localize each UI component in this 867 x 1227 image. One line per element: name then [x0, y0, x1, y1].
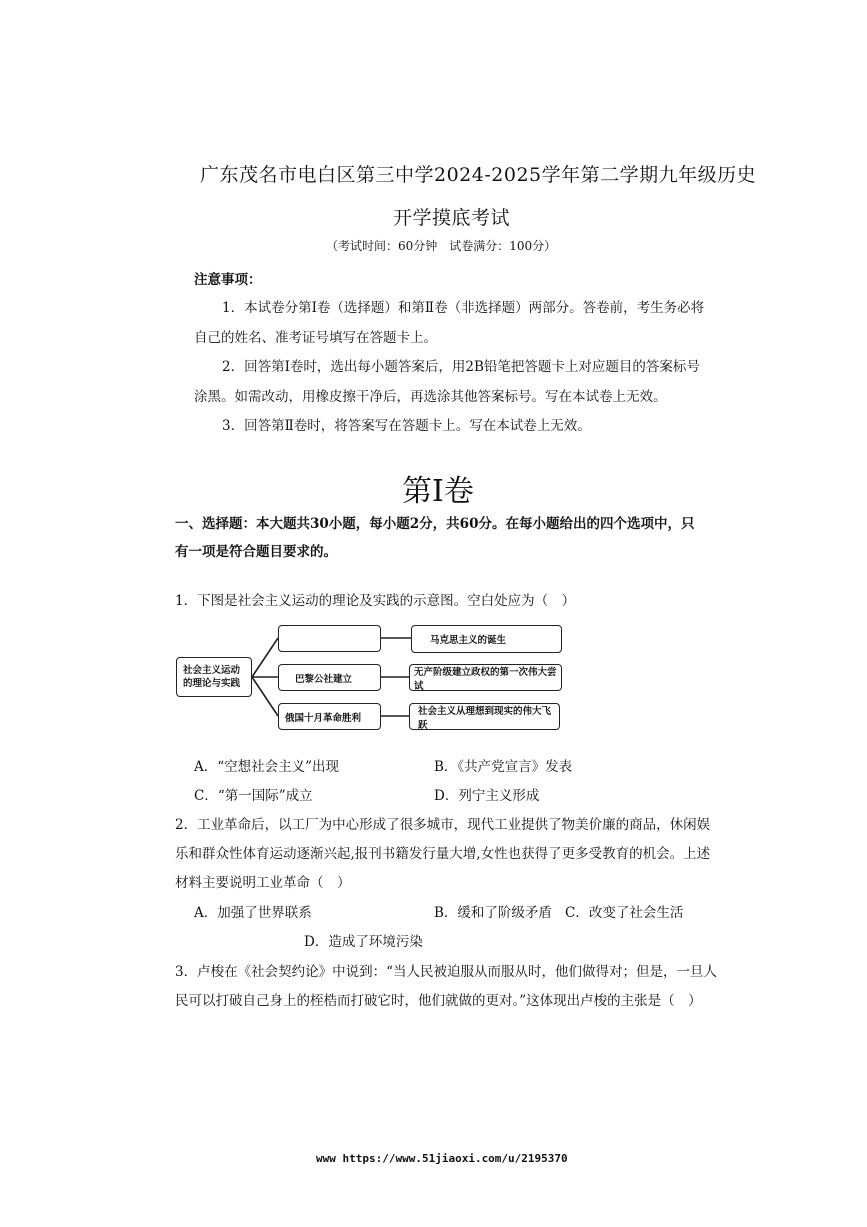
diagram-right2-box — [409, 664, 562, 691]
diagram-root-box — [176, 657, 252, 697]
footer-url[interactable]: www https://www.51jiaoxi.com/u/2195370 — [316, 1152, 568, 1165]
diagram-right1-label: 马克思主义的诞生 — [430, 635, 507, 646]
q3-line1: 3．卢梭在《社会契约论》中说到：“当人民被迫服从而服从时，他们做得对；但是，一旦人 — [175, 964, 717, 980]
note-item-1-line2: 自己的姓名、准考证号填写在答题卡上。 — [194, 330, 437, 346]
diagram-root-label: 社会主义运动的理论与实践 — [183, 665, 241, 689]
notes-heading: 注意事项： — [194, 272, 262, 288]
diagram-blank-box — [278, 625, 381, 652]
note-item-2-line1: 2．回答第Ⅰ卷时，选出每小题答案后，用2B铅笔把答题卡上对应题目的答案标号 — [222, 359, 700, 375]
q1-stem: 1．下图是社会主义运动的理论及实践的示意图。空白处应为（ ） — [175, 593, 576, 609]
q2-option-a: A．加强了世界联系 — [194, 905, 312, 921]
doc-title-line1: 广东茂名市电白区第三中学2024-2025学年第二学期九年级历史 — [200, 164, 757, 186]
diagram-right2-label: 无产阶级建立政权的第一次伟大尝试 — [414, 666, 557, 692]
note-item-2-line2: 涂黑。如需改动，用橡皮擦干净后，再选涂其他答案标号。写在本试卷上无效。 — [194, 389, 667, 405]
diagram-right1-box — [411, 625, 562, 653]
section-instruction-line1: 一、选择题：本大题共30小题，每小题2分，共60分。在每小题给出的四个选项中，只 — [175, 516, 695, 532]
connector-root-mid3 — [252, 677, 278, 716]
diagram-mid2-box — [278, 664, 381, 691]
q2-line1: 2．工业革命后，以工厂为中心形成了很多城市，现代工业提供了物美价廉的商品，休闲娱 — [175, 817, 711, 833]
q2-option-c: C．改变了社会生活 — [565, 905, 684, 921]
q3-line2: 民可以打破自己身上的桎梏而打破它时，他们就做的更对。”这体现出卢梭的主张是（ ） — [175, 993, 702, 1009]
q2-line3: 材料主要说明工业革命（ ） — [175, 875, 351, 891]
q1-option-a: A．“空想社会主义”出现 — [194, 759, 340, 775]
q2-option-d: D．造成了环境污染 — [304, 934, 423, 950]
exam-info: （考试时间：60分钟 试卷满分：100分） — [326, 239, 557, 253]
diagram-mid3-box — [278, 703, 381, 730]
q2-line2: 乐和群众性体育运动逐渐兴起,报刊书籍发行量大增,女性也获得了更多受教育的机会。上述 — [175, 846, 711, 862]
section-title: 第Ⅰ卷 — [402, 474, 474, 509]
note-item-1-line1: 1．本试卷分第Ⅰ卷（选择题）和第Ⅱ卷（非选择题）两部分。答卷前，考生务必将 — [222, 300, 705, 316]
doc-title-line2: 开学摸底考试 — [393, 207, 511, 229]
connector-root-mid1 — [252, 638, 278, 677]
diagram-mid2-label: 巴黎公社建立 — [295, 673, 353, 685]
q1-option-b: B．《共产党宣言》发表 — [434, 759, 573, 775]
q2-option-b: B．缓和了阶级矛盾 — [434, 905, 552, 921]
diagram-mid3-label: 俄国十月革命胜利 — [285, 712, 362, 724]
section-instruction-line2: 有一项是符合题目要求的。 — [175, 544, 337, 560]
q1-option-d: D．列宁主义形成 — [434, 788, 540, 804]
diagram-right3-box — [409, 703, 560, 730]
diagram-right3-label: 社会主义从理想到现实的伟大飞跃 — [418, 705, 552, 731]
q1-option-c: C．“第一国际”成立 — [194, 788, 313, 804]
note-item-3: 3．回答第Ⅱ卷时，将答案写在答题卡上。写在本试卷上无效。 — [222, 418, 591, 434]
